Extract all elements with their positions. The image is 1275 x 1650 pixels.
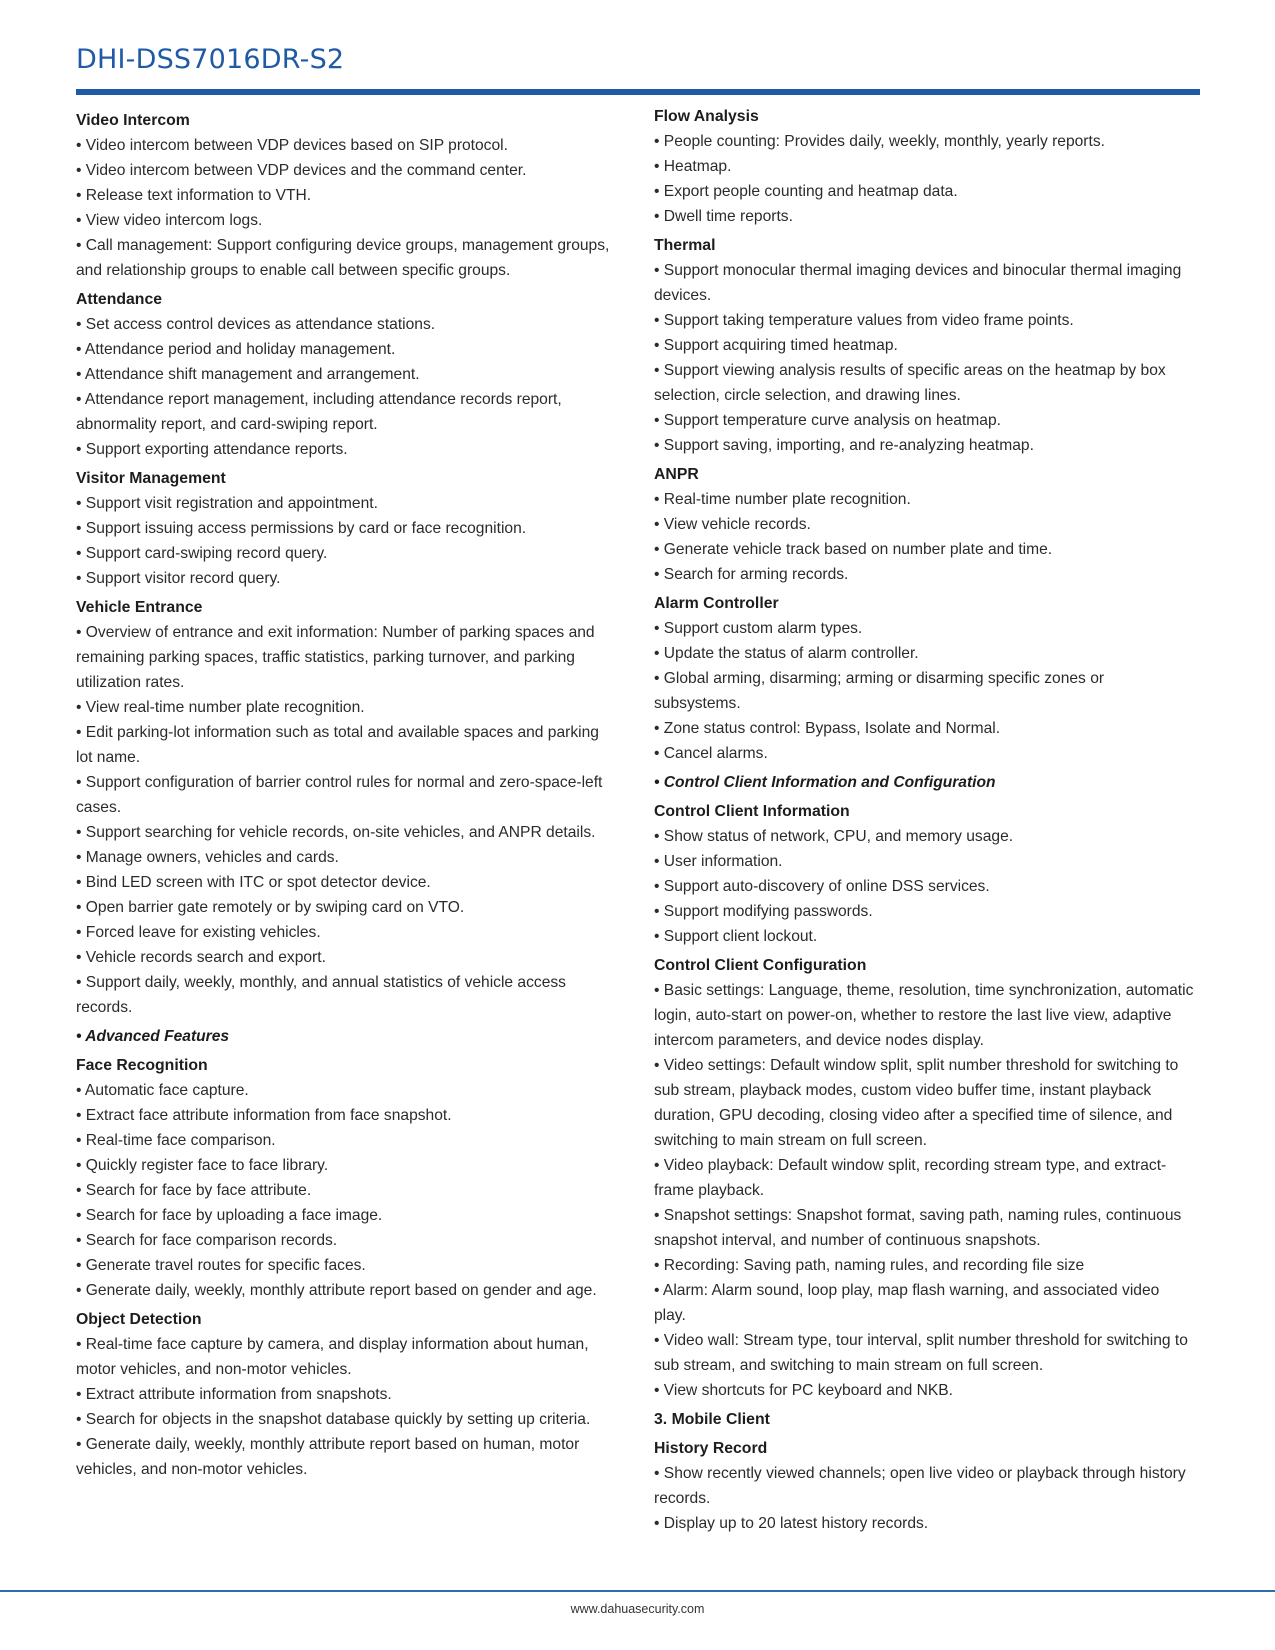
list-item: • Call management: Support configuring device groups, management groups, and relationship groups to enable call between specific groups. [76,237,610,279]
list-item: • Export people counting and heatmap data. [654,183,958,200]
section-heading: Alarm Controller [654,595,779,612]
list-item: • Generate travel routes for specific faces. [76,1257,366,1274]
section-anpr [654,462,1194,587]
section-heading: Thermal [654,237,716,254]
feature-group-heading: • Advanced Features [76,1028,230,1045]
list-item: • User information. [654,853,783,870]
section-heading: History Record [654,1440,768,1457]
list-item: • Search for arming records. [654,566,849,583]
list-item: • Support issuing access permissions by card or face recognition. [76,520,527,537]
section-thermal [654,233,1194,458]
list-item: • Support saving, importing, and re-analyzing heatmap. [654,437,1034,454]
list-item: • Set access control devices as attendance stations. [76,316,436,333]
list-item: • Support auto-discovery of online DSS services. [654,878,990,895]
section-heading: Vehicle Entrance [76,599,203,616]
list-item: • Update the status of alarm controller. [654,645,919,662]
list-item: • View real-time number plate recognition. [76,699,365,716]
list-item: • Support temperature curve analysis on heatmap. [654,412,1001,429]
list-item: • Generate vehicle track based on number plate and time. [654,541,1053,558]
list-item: • Support monocular thermal imaging devices and binocular thermal imaging devices. [654,262,1182,304]
list-item: • Generate daily, weekly, monthly attribute report based on human, motor vehicles, and non-motor vehicles. [76,1436,580,1478]
list-item: • Search for face by face attribute. [76,1182,312,1199]
section-control-client-information-and-configuration [654,770,1194,795]
list-item: • Zone status control: Bypass, Isolate and Normal. [654,720,1001,737]
section-3-mobile-client [654,1407,1194,1432]
section-object-detection [76,1307,616,1482]
list-item: • Support searching for vehicle records, on-site vehicles, and ANPR details. [76,824,596,841]
section-heading: ANPR [654,466,699,483]
section-heading: Control Client Information [654,803,850,820]
list-item: • Support custom alarm types. [654,620,863,637]
list-item: • Bind LED screen with ITC or spot detector device. [76,874,431,891]
list-item: • Overview of entrance and exit information: Number of parking spaces and remaining parking spaces, traffic statistics, parking turnover, and parking utilization rates. [76,624,595,691]
section-heading: 3. Mobile Client [654,1411,770,1428]
list-item: • Support daily, weekly, monthly, and annual statistics of vehicle access records. [76,974,566,1016]
list-item: • View shortcuts for PC keyboard and NKB. [654,1382,953,1399]
footer-website: www.dahuasecurity.com [570,1602,705,1616]
list-item: • Global arming, disarming; arming or disarming specific zones or subsystems. [654,670,1105,712]
list-item: • Search for face by uploading a face image. [76,1207,383,1224]
right-column [654,104,1194,1540]
list-item: • People counting: Provides daily, weekly, monthly, yearly reports. [654,133,1105,150]
list-item: • Support configuration of barrier control rules for normal and zero-space-left cases. [76,774,603,816]
footer-divider [0,1590,1275,1592]
list-item: • View vehicle records. [654,516,811,533]
list-item: • Recording: Saving path, naming rules, and recording file size [654,1257,1085,1274]
list-item: • Attendance period and holiday management. [76,341,396,358]
list-item: • Video settings: Default window split, split number threshold for switching to sub stream, playback modes, custom video buffer time, instant playback duration, GPU decoding, closing video after a specified time of silence, and switching to main stream on full screen. [654,1057,1179,1149]
list-item: • Support viewing analysis results of specific areas on the heatmap by box selection, circle selection, and drawing lines. [654,362,1166,404]
list-item: • Attendance report management, including attendance records report, abnormality report, and card-swiping report. [76,391,562,433]
list-item: • Vehicle records search and export. [76,949,326,966]
section-vehicle-entrance [76,595,616,1020]
list-item: • Real-time face comparison. [76,1132,276,1149]
section-advanced-features [76,1024,616,1049]
list-item: • Cancel alarms. [654,745,768,762]
list-item: • Forced leave for existing vehicles. [76,924,321,941]
section-video-intercom [76,108,616,283]
list-item: • Attendance shift management and arrangement. [76,366,420,383]
list-item: • Alarm: Alarm sound, loop play, map flash warning, and associated video play. [654,1282,1160,1324]
list-item: • Real-time face capture by camera, and display information about human, motor vehicles, and non-motor vehicles. [76,1336,589,1378]
list-item: • Real-time number plate recognition. [654,491,911,508]
list-item: • Extract face attribute information from face snapshot. [76,1107,452,1124]
left-column [76,108,616,1486]
section-control-client-configuration [654,953,1194,1403]
list-item: • Edit parking-lot information such as total and available spaces and parking lot name. [76,724,599,766]
title-divider [76,89,1200,95]
section-heading: Flow Analysis [654,108,759,125]
list-item: • Heatmap. [654,158,732,175]
list-item: • Video intercom between VDP devices based on SIP protocol. [76,137,508,154]
section-heading: Visitor Management [76,470,226,487]
section-heading: Video Intercom [76,112,190,129]
list-item: • Support acquiring timed heatmap. [654,337,898,354]
list-item: • Support taking temperature values from video frame points. [654,312,1074,329]
list-item: • Show status of network, CPU, and memory usage. [654,828,1014,845]
list-item: • Extract attribute information from snapshots. [76,1386,392,1403]
section-face-recognition [76,1053,616,1303]
list-item: • Generate daily, weekly, monthly attribute report based on gender and age. [76,1282,597,1299]
page-title: DHI-DSS7016DR-S2 [76,44,345,75]
section-attendance [76,287,616,462]
list-item: • Show recently viewed channels; open live video or playback through history records. [654,1465,1186,1507]
section-heading: Object Detection [76,1311,202,1328]
list-item: • Support modifying passwords. [654,903,873,920]
section-flow-analysis [654,104,1194,229]
list-item: • Manage owners, vehicles and cards. [76,849,339,866]
list-item: • Snapshot settings: Snapshot format, saving path, naming rules, continuous snapshot interval, and number of continuous snapshots. [654,1207,1182,1249]
section-heading: Face Recognition [76,1057,208,1074]
list-item: • Dwell time reports. [654,208,793,225]
list-item: • Support card-swiping record query. [76,545,328,562]
list-item: • Basic settings: Language, theme, resolution, time synchronization, automatic login, auto-start on power-on, whether to restore the last live view, adaptive intercom parameters, and device nodes display. [654,982,1194,1049]
list-item: • Search for face comparison records. [76,1232,338,1249]
list-item: • Search for objects in the snapshot database quickly by setting up criteria. [76,1411,591,1428]
list-item: • Video wall: Stream type, tour interval, split number threshold for switching to sub stream, and switching to main stream on full screen. [654,1332,1188,1374]
list-item: • Release text information to VTH. [76,187,312,204]
list-item: • Support exporting attendance reports. [76,441,348,458]
section-control-client-information [654,799,1194,949]
feature-group-heading: • Control Client Information and Configuration [654,774,996,791]
list-item: • Automatic face capture. [76,1082,249,1099]
list-item: • Quickly register face to face library. [76,1157,329,1174]
section-heading: Attendance [76,291,163,308]
list-item: • Video playback: Default window split, recording stream type, and extract-frame playback. [654,1157,1167,1199]
list-item: • Video intercom between VDP devices and the command center. [76,162,527,179]
list-item: • Display up to 20 latest history records. [654,1515,929,1532]
list-item: • View video intercom logs. [76,212,263,229]
section-alarm-controller [654,591,1194,766]
list-item: • Support visitor record query. [76,570,281,587]
section-visitor-management [76,466,616,591]
list-item: • Support client lockout. [654,928,818,945]
section-history-record [654,1436,1194,1536]
list-item: • Support visit registration and appointment. [76,495,378,512]
section-heading: Control Client Configuration [654,957,867,974]
list-item: • Open barrier gate remotely or by swiping card on VTO. [76,899,465,916]
